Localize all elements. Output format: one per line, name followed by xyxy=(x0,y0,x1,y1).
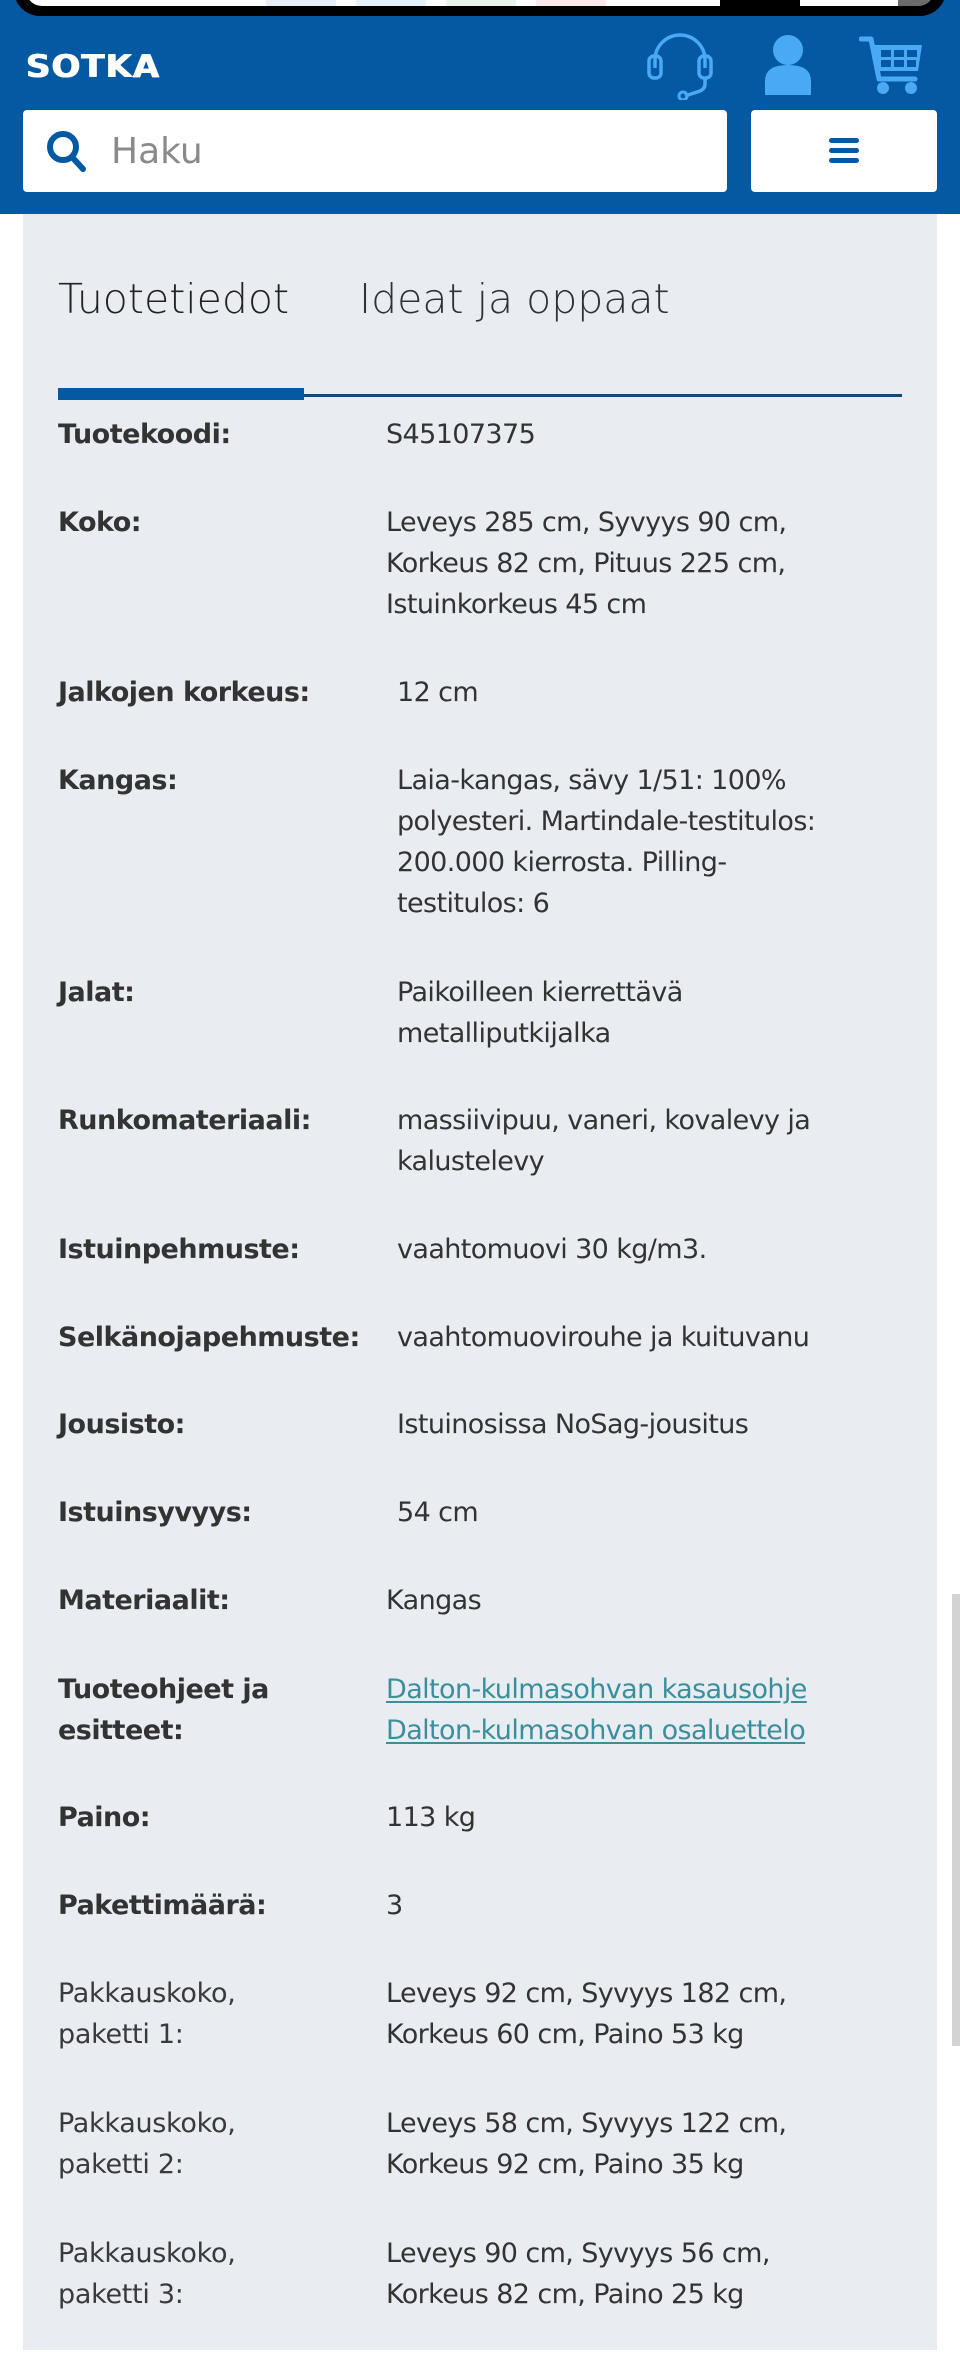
search-icon[interactable] xyxy=(43,127,91,175)
spec-label: Pakkauskoko, paketti 2: xyxy=(58,2108,236,2180)
spec-value xyxy=(386,1669,886,1751)
spec-label: Tuotekoodi: xyxy=(58,419,231,450)
hamburger-menu-icon xyxy=(829,138,859,164)
account-button[interactable] xyxy=(748,30,828,100)
spec-value: massiivipuu, vaneri, kovalevy ja kalustelevy xyxy=(397,1105,811,1177)
search-bar[interactable] xyxy=(23,110,727,192)
tab-ideat-ja-oppaat[interactable]: Ideat ja oppaat xyxy=(359,275,670,323)
cart-button[interactable] xyxy=(852,30,932,100)
site-header xyxy=(0,0,960,214)
active-tab-indicator xyxy=(58,388,304,400)
spec-label: Materiaalit: xyxy=(58,1585,230,1616)
spec-value: Leveys 90 cm, Syvyys 56 cm, Korkeus 82 cm, Paino 25 kg xyxy=(386,2238,770,2310)
spec-value: 54 cm xyxy=(397,1497,479,1528)
spec-label: Jousisto: xyxy=(58,1409,185,1440)
spec-value: Istuinosissa NoSag-jousitus xyxy=(397,1409,749,1440)
parts-list-link[interactable]: Dalton-kulmasohvan osaluettelo xyxy=(386,1715,806,1746)
spec-value: vaahtomuovirouhe ja kuituvanu xyxy=(397,1322,810,1353)
spec-value: 113 kg xyxy=(386,1802,476,1833)
search-input[interactable] xyxy=(111,131,671,172)
spec-value: vaahtomuovi 30 kg/m3. xyxy=(397,1234,707,1265)
spec-label: Jalat: xyxy=(58,977,135,1008)
spec-label: Pakkauskoko, paketti 1: xyxy=(58,1978,236,2050)
spec-label: Pakkauskoko, paketti 3: xyxy=(58,2238,236,2310)
spec-value: 12 cm xyxy=(397,677,479,708)
floating-overlay-edge xyxy=(14,0,946,16)
spec-label: Paino: xyxy=(58,1802,151,1833)
product-tabs xyxy=(58,269,902,349)
spec-label: Pakettimäärä: xyxy=(58,1890,267,1921)
spec-value: S45107375 xyxy=(386,419,536,450)
sotka-logo[interactable]: SOTKA xyxy=(26,48,161,86)
menu-button[interactable] xyxy=(751,110,937,192)
spec-label: Runkomateriaali: xyxy=(58,1105,311,1136)
spec-value: Leveys 285 cm, Syvyys 90 cm, Korkeus 82 cm, Pituus 225 cm, Istuinkorkeus 45 cm xyxy=(386,507,787,620)
product-details-panel xyxy=(23,214,937,2350)
spec-label: Tuoteohjeet ja esitteet: xyxy=(58,1674,269,1746)
customer-service-button[interactable] xyxy=(640,30,720,100)
spec-label: Jalkojen korkeus: xyxy=(58,677,310,708)
headset-icon xyxy=(641,30,719,100)
spec-label: Kangas: xyxy=(58,765,178,796)
user-icon xyxy=(761,33,815,97)
spec-label: Istuinsyvyys: xyxy=(58,1497,252,1528)
spec-value: Laia-kangas, sävy 1/51: 100% polyesteri. Martindale-testitulos: 200.000 kierrosta. Pilling- testitulos: 6 xyxy=(397,765,816,919)
shopping-cart-icon xyxy=(859,33,925,97)
spec-label: Istuinpehmuste: xyxy=(58,1234,300,1265)
tab-tuotetiedot[interactable]: Tuotetiedot xyxy=(58,275,290,323)
spec-label: Selkänojapehmuste: xyxy=(58,1322,360,1353)
spec-value: Leveys 92 cm, Syvyys 182 cm, Korkeus 60 cm, Paino 53 kg xyxy=(386,1978,787,2050)
assembly-instructions-link[interactable]: Dalton-kulmasohvan kasausohje xyxy=(386,1674,807,1705)
spec-value: Leveys 58 cm, Syvyys 122 cm, Korkeus 92 cm, Paino 35 kg xyxy=(386,2108,787,2180)
spec-value: Paikoilleen kierrettävä metalliputkijalka xyxy=(397,977,683,1049)
spec-value: 3 xyxy=(386,1890,403,1921)
spec-value: Kangas xyxy=(386,1585,482,1616)
spec-label: Koko: xyxy=(58,507,142,538)
page-scrollbar[interactable] xyxy=(952,1594,960,2046)
